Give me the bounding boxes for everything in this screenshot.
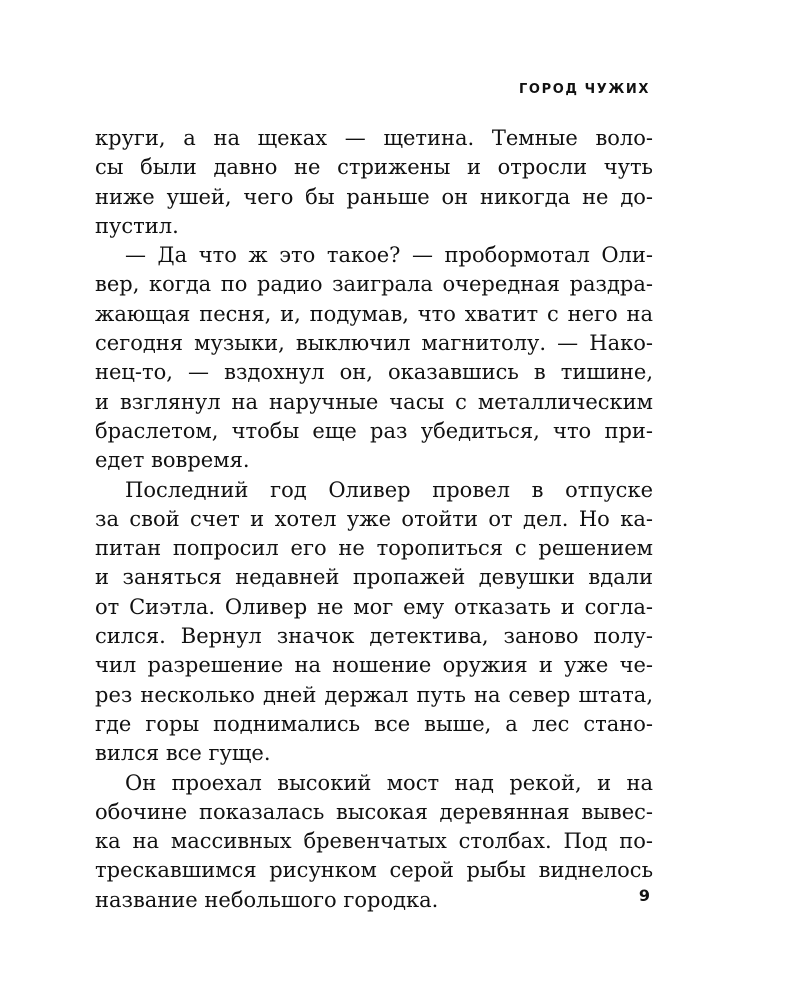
- paragraph-first-line: Последний год Оливер провел в отпуске: [125, 477, 653, 502]
- text-line: трескавшимся рисунком серой рыбы виднелось: [95, 858, 653, 883]
- text-line: браслетом, чтобы еще раз убедиться, что при-: [95, 418, 653, 443]
- text-line: вер, когда по радио заиграла очередная раздра-: [95, 272, 653, 297]
- text-line: сы были давно не стрижены и отросли чуть: [95, 155, 653, 180]
- text-line: от Сиэтла. Оливер не мог ему отказать и согла-: [95, 594, 653, 619]
- text-line: название небольшого городка.: [95, 887, 439, 912]
- text-line: пустил.: [95, 213, 179, 238]
- text-line: круги, а на щеках — щетина. Темные воло-: [95, 126, 653, 150]
- text-line: где горы поднимались все выше, а лес стано-: [95, 711, 653, 736]
- paragraph-first-line: Он проехал высокий мост над рекой, и на: [125, 770, 653, 795]
- page-number: 9: [638, 886, 650, 905]
- text-line: нец-то, — вздохнул он, оказавшись в тишине,: [95, 360, 653, 385]
- text-line: ка на массивных бревенчатых столбах. Под по-: [95, 829, 653, 854]
- text-line: за свой счет и хотел уже отойти от дел. Но ка-: [95, 506, 653, 531]
- text-line: и взглянул на наручные часы с металлическим: [95, 389, 653, 414]
- text-line: чил разрешение на ношение оружия и уже че-: [95, 653, 653, 678]
- text-line: рез несколько дней держал путь на север штата,: [95, 682, 653, 707]
- text-line: ниже ушей, чего бы раньше он никогда не до-: [95, 184, 653, 209]
- text-line: вился все гуще.: [95, 741, 271, 766]
- text-line: сился. Вернул значок детектива, заново полу-: [95, 624, 653, 649]
- body-text: [95, 124, 653, 915]
- text-line: едет вовремя.: [95, 448, 250, 473]
- paragraph-first-line: — Да что ж это такое? — пробормотал Оли-: [125, 243, 653, 268]
- running-header-title: ГОРОД ЧУЖИХ: [519, 82, 650, 97]
- text-line: сегодня музыки, выключил магнитолу. — Нако-: [95, 331, 653, 356]
- text-line: обочине показалась высокая деревянная вывес-: [95, 799, 653, 824]
- text-line: и заняться недавней пропажей девушки вдали: [95, 565, 653, 590]
- text-line: жающая песня, и, подумав, что хватит с него на: [95, 301, 653, 326]
- text-line: питан попросил его не торопиться с решением: [95, 536, 653, 561]
